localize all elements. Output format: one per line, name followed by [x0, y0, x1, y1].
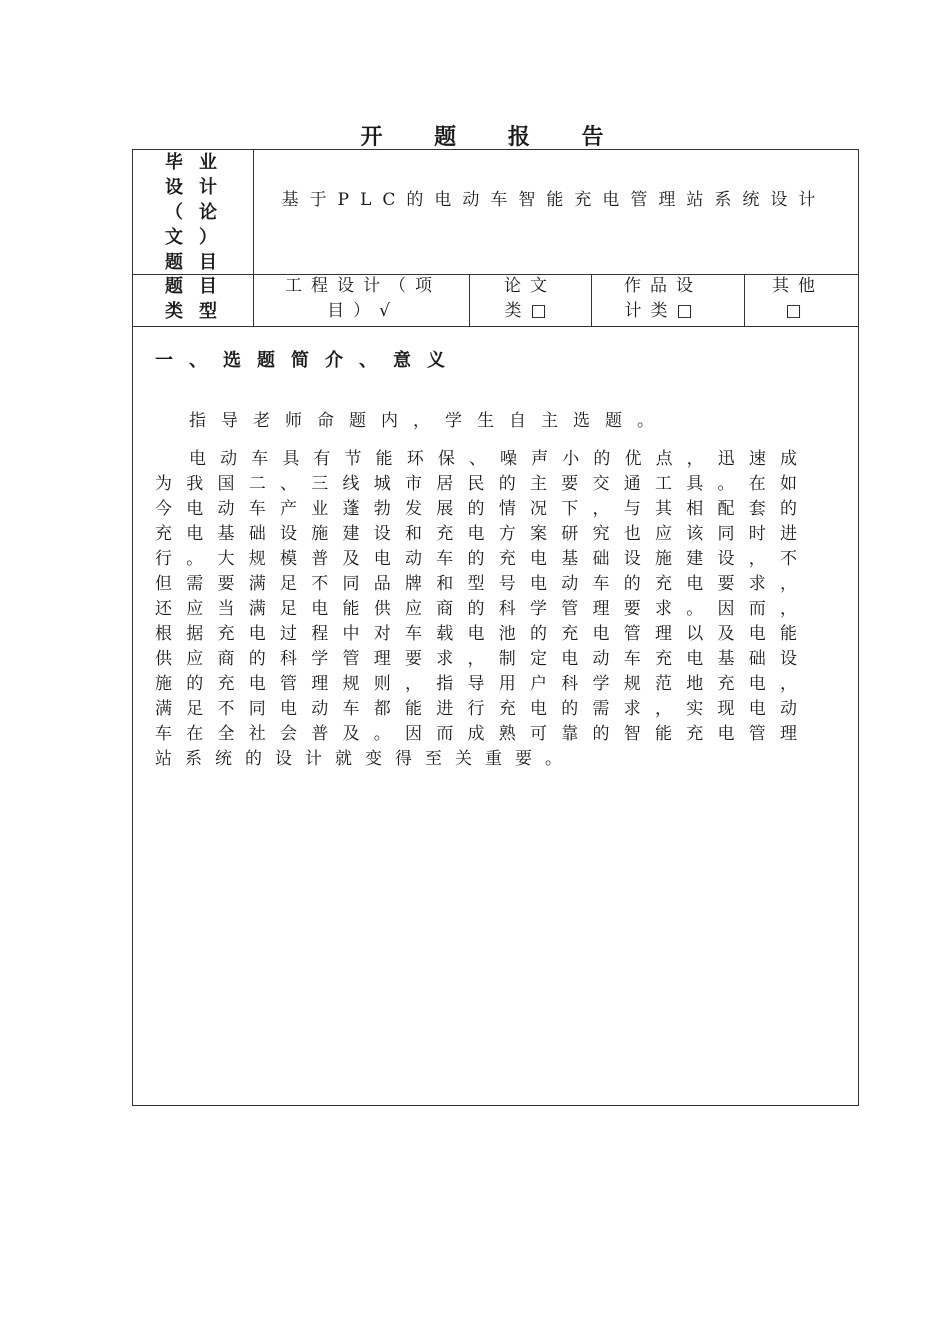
- topic-row: [133, 150, 858, 275]
- divider: [591, 274, 592, 326]
- thesis-title: 基于PLC的电动车智能充电管理站系统设计: [281, 190, 827, 210]
- report-table: [132, 149, 859, 1106]
- divider: [253, 150, 254, 274]
- paragraph: 指导老师命题内，学生自主选题。: [189, 411, 669, 431]
- type-engineering: 工程设计（项目）√: [285, 276, 441, 321]
- type-thesis: 论文类□: [504, 276, 556, 321]
- topic-label: 毕业设计（论文）题目: [165, 152, 217, 273]
- type-row: [133, 274, 858, 327]
- type-work: 作品设计类□: [624, 276, 702, 321]
- paragraph: 电动车具有节能环保、噪声小的优点，迅速成为我国二、三线城市居民的主要交通工具。在如今电动车产业蓬勃发展的情况下，与其相配套的充电基础设施建设和充电方案研究也应该同时进行。大规模普及电动车的充电基础设施建设，不但需要满足不同品牌和型号电动车的充电要求，还应当满足电能供应商的科学管理要求。因而，根据充电过程中对车载电池的充电管理以及电能供应商的科学管理要求，制定电动车充电基础设施的充电管理规则，指导用户科学规范地充电，满足不同电动车都能进行充电的需求，实现电动车在全社会普及。因而成熟可靠的智能充电管理站系统的设计就变得至关重要。: [155, 449, 810, 769]
- page-title: 开 题 报 告: [360, 124, 626, 150]
- type-label: 题目类型: [165, 276, 217, 322]
- type-other: 其他□: [772, 276, 824, 321]
- divider: [253, 274, 254, 326]
- divider: [744, 274, 745, 326]
- section-heading: 一、选题简介、意义: [155, 350, 461, 371]
- divider: [469, 274, 470, 326]
